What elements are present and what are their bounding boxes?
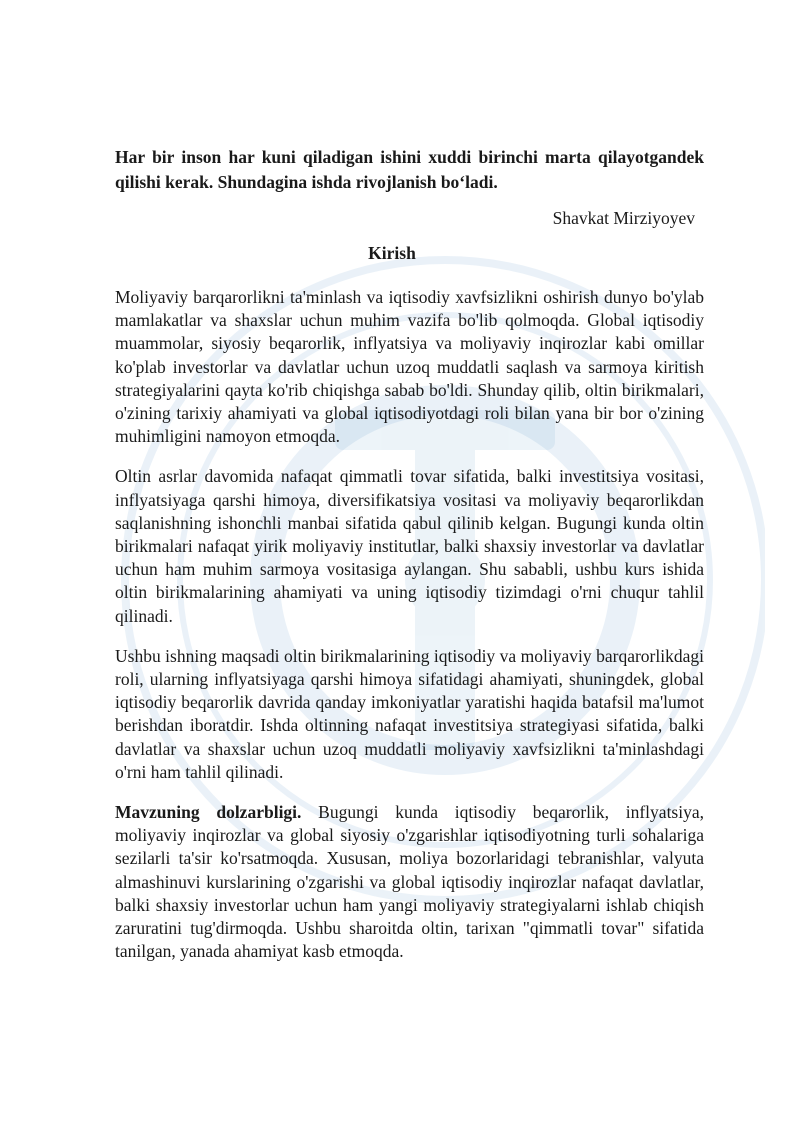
paragraph-gold-history: Oltin asrlar davomida nafaqat qimmatli tovar sifatida, balki investitsiya vositasi, inflyatsiyaga qarshi himoya, diversifikatsiya vositasi va moliyaviy beqarorlikdan saqlanishning ishonchli manbai sifatida qabul qilinib kelgan. Bugungi kunda oltin birikmalari nafaqat yirik moliyaviy institutlar, balki shaxsiy investorlar va davlatlar uchun ham muhim sarmoya vositasiga aylangan. Shu sababli, ushbu kurs ishida oltin birikmalarining ahamiyati va uning iqtisodiy tizimdagi o'rni chuqur tahlil qilinadi.	[115, 466, 704, 626]
paragraph-intro: Moliyaviy barqarorlikni ta'minlash va iqtisodiy xavfsizlikni oshirish dunyo bo'ylab mamlakatlar va shaxslar uchun muhim vazifa bo'lib qolmoqda. Global iqtisodiy muammolar, siyosiy beqarorlik, inflyatsiya va moliyaviy inqirozlar kabi omillar ko'plab investorlar va davlatlar uchun uzoq muddatli saqlash va sarmoya kiritish strategiyalarini qayta ko'rib chiqishga sabab bo'ldi. Shunday qilib, oltin birikmalari, o'zining tarixiy ahamiyati va global iqtisodiyotdagi roli bilan yana bir bor o'zining muhimligini namoyon etmoqda.	[115, 287, 704, 447]
paragraph-relevance-text: Bugungi kunda iqtisodiy beqarorlik, inflyatsiya, moliyaviy inqirozlar va global siyosiy o'zgarishlar iqtisodiyotning turli sohalariga sezilarli ta'sir ko'rsatmoqda. Xususan, moliya bozorlaridagi tebranishlar, valyuta almashinuvi kurslarining o'zgarishi va global iqtisodiy inqirozlar nafaqat davlatlar, balki shaxsiy investorlar uchun ham yangi moliyaviy strategiyalarni ishlab chiqish zaruratini tug'dirmoqda. Ushbu sharoitda oltin, tarixan "qimmatli tovar" sifatida tanilgan, yanada ahamiyat kasb etmoqda.	[115, 802, 704, 962]
paragraph-purpose: Ushbu ishning maqsadi oltin birikmalarining iqtisodiy va moliyaviy barqarorlikdagi roli, ularning inflyatsiyaga qarshi himoya sifatidagi ahamiyati, shuningdek, global iqtisodiy beqarorlik davrida qanday imkoniyatlar yaratishi haqida batafsil ma'lumot berishdan iboratdir. Ishda oltinning nafaqat investitsiya strategiyasi sifatida, balki davlatlar va shaxslar uchun uzoq muddatli moliyaviy xavfsizlikni ta'minlashdagi o'rni ham tahlil qilinadi.	[115, 645, 704, 782]
epigraph-quote: Har bir inson har kuni qiladigan ishini xuddi birinchi marta qilayotgandek qilishi kerak. Shundagina ishda rivojlanish bo‘ladi.	[115, 147, 704, 192]
section-heading: Kirish	[368, 243, 416, 263]
body-text	[115, 286, 704, 980]
paragraph-lead: Mavzuning dolzarbligi.	[115, 802, 302, 823]
paragraph-relevance	[115, 801, 704, 963]
epigraph-author: Shavkat Mirziyoyev	[552, 208, 695, 228]
